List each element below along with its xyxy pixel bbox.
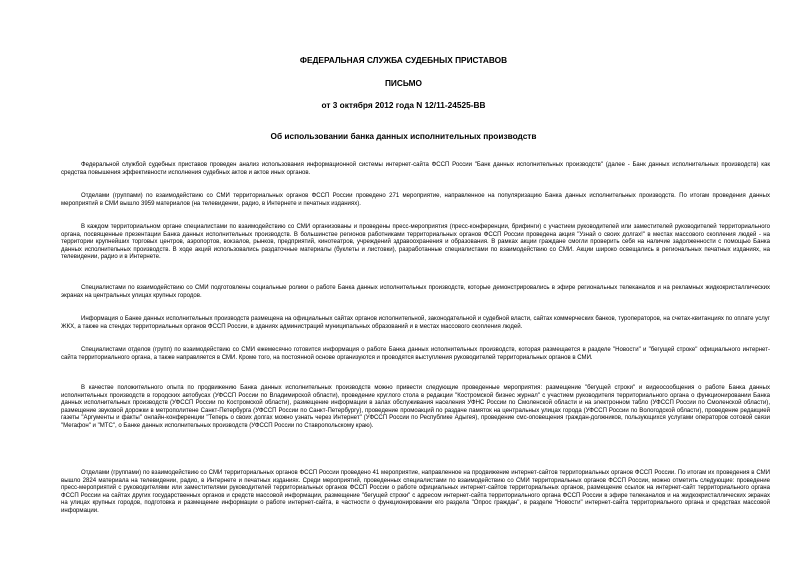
paragraph: Федеральной службой судебных приставов проведен анализ использования информационной системы интернет-сайта ФССП России "Банк данных исполнительных производств" (далее - Банк данных исполнительных производств) как средства повышения эффективности исполнения судебных актов и актов иных органов. [61,162,770,176]
paragraph: Отделами (группами) по взаимодействию со СМИ территориальных органов ФССП России проведено 271 мероприятие, направленное на популяризацию Банка данных исполнительных производств. По итогам проведения данных мероприятий в СМИ вышло 3959 материалов (на телевидении, радио, в Интернете и печатных изданиях). [61,193,770,207]
paragraph: Специалистами по взаимодействию со СМИ подготовлены социальные ролики о работе Банка данных исполнительных производств, которые демонстрировались в эфире региональных телеканалов и на рекламных жидкокристаллических экранах на центральных улицах крупных городов. [61,285,770,299]
document-subject-title: Об использовании банка данных исполнительных производств [270,131,537,141]
paragraph: Информация о Банке данных исполнительных производств размещена на официальных сайтах органов исполнительной, законодательной и судебной власти, сайтах коммерческих банков, туроператоров, на счетах-квитанциях по оплате услуг ЖКХ, а также на стендах территориальных органов ФССП России, в зданиях администраций муниципальных образований и в местах массового скопления людей. [61,316,770,330]
agency-heading: ФЕДЕРАЛЬНАЯ СЛУЖБА СУДЕБНЫХ ПРИСТАВОВ [299,55,508,65]
document-type-heading: ПИСЬМО [384,78,423,88]
paragraph: Специалистами отделов (групп) по взаимодействию со СМИ ежемесячно готовится информация о работе Банка данных исполнительных производств, которая размещается в разделе "Новости" и "бегущей строке" официального интернет-сайта территориального органа, а также направляется в СМИ. Кроме того, на постоянной основе организуются и проводятся выступления руководителей территориальных органов в СМИ. [61,347,770,361]
document-date-number: от 3 октября 2012 года N 12/11-24525-ВВ [321,100,486,110]
paragraph: В каждом территориальном органе специалистами по взаимодействию со СМИ организованы и проведены пресс-мероприятия (пресс-конференции, брифинги) с участием руководителей или заместителей руководителей территориального органа, посвященные презентации Банка данных исполнительных производств. В большинстве регионов работниками территориальных органов ФССП России проведена акция "Узнай о своих долгах!" в местах массового скопления людей - на территории крупнейших торговых центров, аэропортов, вокзалов, рынков, предприятий, кинотеатров, учреждений здравоохранения и образования. В рамках акции граждане смогли проверить себя на наличие задолженности с помощью Банка данных исполнительных производств. В ходе акций использовались раздаточные материалы (буклеты и листовки), разработанные специалистами по взаимодействию со СМИ. Акции широко освещались в региональных печатных изданиях, на телевидении, радио и в Интернете. [61,224,770,261]
paragraph: В качестве положительного опыта по продвижению Банка данных исполнительных производств можно привести следующие проведенные мероприятия: размещение "бегущей строки" и видеосообщения о работе Банка данных исполнительных производств в городских автобусах (УФССП России по Владимирской области), проведение круглого стола в редакции "Костромской бизнес журнал" с участием руководителя территориального органа о функционировании Банка данных исполнительных производств (УФССП России по Костромской области), размещение информации в залах обслуживания населения УФНС России по Смоленской области и на электронном табло (УФССП России по Смоленской области), размещение звуковой дорожки в метрополитене Санкт-Петербурга (УФССП России по Санкт-Петербургу), проведение промоакций по раздаче памяток на центральных улицах города (УФССП России по Вологодской области), проведение редакцией газеты "Аргументы и факты" онлайн-конференции "Теперь о своих долгах можно узнать через Интернет" (УФССП России по Республике Адыгея), проведение смс-оповещения граждан-должников, пользующихся услугами операторов сотовой связи "Мегафон" и "МТС", о Банке данных исполнительных производств (УФССП России по Ставропольскому краю). [61,385,770,429]
paragraph: Отделами (группами) по взаимодействию со СМИ территориальных органов ФССП России проведено 41 мероприятие, направленное на продвижение интернет-сайтов территориальных органов ФССП России. По итогам их проведения в СМИ вышло 2824 материала на телевидении, радио, в Интернете и печатных изданиях. Среди мероприятий, проведенных специалистами по взаимодействию со СМИ территориальных органов ФССП России, можно отметить следующие: проведение пресс-мероприятий с руководителями или заместителями руководителей территориальных органов ФССП России о работе официальных интернет-сайтов территориальных органов, размещение ссылок на интернет-сайт территориального органа ФССП России на сайтах других государственных органов и средств массовой информации, размещение "бегущей строки" с адресом интернет-сайта территориального органа ФССП России в эфире телеканалов и на жидкокристаллических экранах на улицах крупных городов, подготовка и размещение информации о работе интернет-сайта, в частности о функционировании его раздела "Опрос граждан", в разделе "Новости" интернет-сайта территориального органа и средствах массовой информации. [61,470,770,514]
